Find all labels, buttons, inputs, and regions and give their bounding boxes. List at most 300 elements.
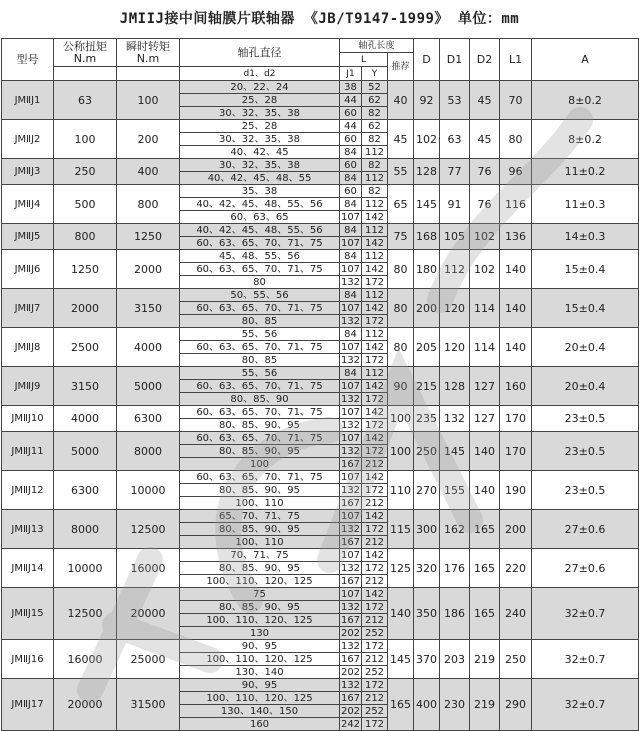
D1-cell: 155 xyxy=(440,471,470,510)
L1-cell: 240 xyxy=(500,588,532,640)
model-cell: JMⅡJ14 xyxy=(2,549,54,588)
A-cell: 15±0.4 xyxy=(532,250,639,289)
bore-diameter-cell: 60、63、65、70、71、75 xyxy=(180,237,340,250)
D2-cell: 165 xyxy=(470,549,500,588)
nominal-torque-cell: 5000 xyxy=(54,432,117,471)
j1-length-cell: 132 xyxy=(340,354,361,366)
bore-diameter-cell: 100、110、120、125 xyxy=(180,692,340,705)
j1-length-cell: 60 xyxy=(340,159,362,172)
nominal-torque-cell: 100 xyxy=(54,120,117,159)
y-length-cell: 252 xyxy=(362,666,388,679)
D2-cell: 165 xyxy=(470,510,500,549)
model-cell: JMⅡJ4 xyxy=(2,185,54,224)
D2-cell: 140 xyxy=(470,432,500,471)
recommend-cell: 75 xyxy=(388,224,414,250)
peak-torque-cell: 200 xyxy=(117,120,180,159)
header-Y: Y xyxy=(362,67,388,81)
recommend-cell: 40 xyxy=(388,81,414,120)
y-length-cell: 142 xyxy=(362,406,388,419)
recommend-cell: 55 xyxy=(388,159,414,185)
j1-length-cell: 167 xyxy=(340,653,361,665)
bore-diameter-cell: 65、70、71、75 xyxy=(180,510,340,523)
model-cell: JMⅡJ6 xyxy=(2,250,54,289)
j1-length-cell: 132 xyxy=(340,523,361,535)
header-A: A xyxy=(532,39,639,81)
nominal-torque-cell: 2000 xyxy=(54,289,117,328)
bore-diameter-cell: 35、38 xyxy=(180,185,340,198)
recommend-cell: 90 xyxy=(388,367,414,406)
j1-length-cell: 107 xyxy=(340,471,361,483)
j1-length-cell: 132 xyxy=(340,393,361,405)
y-length-cell: 172 xyxy=(362,718,388,731)
y-length-cell: 142 xyxy=(362,432,388,445)
y-length-cell: 172 xyxy=(362,601,388,614)
j1-length-cell: 242 xyxy=(340,718,361,730)
A-cell: 20±0.4 xyxy=(532,367,639,406)
j1-length-cell: 60 xyxy=(340,133,362,146)
D1-cell: 120 xyxy=(440,328,470,367)
table-row xyxy=(2,250,639,263)
j1-length-cell: 84 xyxy=(340,289,362,302)
D2-cell: 114 xyxy=(470,328,500,367)
bore-diameter-cell: 60、63、65、70、71、75 xyxy=(180,471,340,484)
D1-cell: 91 xyxy=(440,185,470,224)
peak-torque-cell: 8000 xyxy=(117,432,180,471)
y-length-cell: 82 xyxy=(362,107,388,120)
table-row xyxy=(2,432,639,445)
D-cell: 270 xyxy=(414,471,440,510)
header-bore-length: 轴孔长度 xyxy=(340,39,414,53)
y-length-cell: 172 xyxy=(362,640,388,653)
A-cell: 27±0.6 xyxy=(532,549,639,588)
D2-cell: 102 xyxy=(470,250,500,289)
table-row xyxy=(2,81,639,94)
peak-torque-cell: 31500 xyxy=(117,679,180,731)
D2-cell: 165 xyxy=(470,588,500,640)
nominal-torque-cell: 20000 xyxy=(54,679,117,731)
y-length-cell: 112 xyxy=(362,367,388,380)
D-cell: 370 xyxy=(414,640,440,679)
y-length-cell: 112 xyxy=(362,224,388,237)
j1-length-cell: 107 xyxy=(340,237,361,249)
y-length-cell: 172 xyxy=(362,393,388,406)
D2-cell: 76 xyxy=(470,185,500,224)
recommend-cell: 165 xyxy=(388,679,414,731)
y-length-cell: 142 xyxy=(362,588,388,601)
model-cell: JMⅡJ15 xyxy=(2,588,54,640)
model-cell: JMⅡJ16 xyxy=(2,640,54,679)
y-length-cell: 142 xyxy=(362,510,388,523)
L1-cell: 160 xyxy=(500,367,532,406)
bore-diameter-cell: 30、32、35、38 xyxy=(180,133,340,146)
D1-cell: 63 xyxy=(440,120,470,159)
A-cell: 32±0.7 xyxy=(532,640,639,679)
j1-length-cell: 132 xyxy=(340,445,361,457)
model-cell: JMⅡJ7 xyxy=(2,289,54,328)
D2-cell: 219 xyxy=(470,640,500,679)
y-length-cell: 62 xyxy=(362,120,388,133)
A-cell: 8±0.2 xyxy=(532,81,639,120)
A-cell: 32±0.7 xyxy=(532,588,639,640)
y-length-cell: 212 xyxy=(362,458,388,471)
j1-length-cell: 132 xyxy=(340,601,361,613)
peak-torque-cell: 400 xyxy=(117,159,180,185)
L1-cell: 80 xyxy=(500,120,532,159)
D-cell: 250 xyxy=(414,432,440,471)
D1-cell: 128 xyxy=(440,367,470,406)
L1-cell: 170 xyxy=(500,406,532,432)
y-length-cell: 172 xyxy=(362,354,388,367)
model-cell: JMⅡJ11 xyxy=(2,432,54,471)
bore-diameter-cell: 100、110 xyxy=(180,497,340,510)
D-cell: 350 xyxy=(414,588,440,640)
bore-diameter-cell: 45、48、55、56 xyxy=(180,250,340,263)
y-length-cell: 212 xyxy=(362,575,388,588)
L1-cell: 250 xyxy=(500,640,532,679)
table-row xyxy=(2,289,639,302)
y-length-cell: 252 xyxy=(362,627,388,640)
bore-diameter-cell: 20、22、24 xyxy=(180,81,340,94)
j1-length-cell: 167 xyxy=(340,575,361,587)
A-cell: 8±0.2 xyxy=(532,120,639,159)
y-length-cell: 112 xyxy=(362,250,388,263)
j1-length-cell: 107 xyxy=(340,380,361,392)
D-cell: 205 xyxy=(414,328,440,367)
j1-length-cell: 132 xyxy=(340,484,361,496)
table-row xyxy=(2,328,639,341)
recommend-cell: 80 xyxy=(388,250,414,289)
j1-length-cell: 167 xyxy=(340,458,361,470)
D2-cell: 76 xyxy=(470,159,500,185)
model-cell: JMⅡJ10 xyxy=(2,406,54,432)
j1-length-cell: 107 xyxy=(340,406,361,418)
bore-diameter-cell: 80、85、90、95 xyxy=(180,601,340,614)
D-cell: 102 xyxy=(414,120,440,159)
table-row xyxy=(2,224,639,237)
header-D2: D2 xyxy=(470,39,500,81)
peak-torque-cell: 6300 xyxy=(117,406,180,432)
bore-diameter-cell: 60、63、65 xyxy=(180,211,340,224)
model-cell: JMⅡJ12 xyxy=(2,471,54,510)
A-cell: 11±0.2 xyxy=(532,159,639,185)
j1-length-cell: 132 xyxy=(340,276,361,288)
D2-cell: 45 xyxy=(470,81,500,120)
bore-diameter-cell: 100、110 xyxy=(180,536,340,549)
bore-diameter-cell: 40、42、45、48、55、56 xyxy=(180,198,340,211)
bore-diameter-cell: 60、63、65、70、71、75 xyxy=(180,302,340,315)
D-cell: 215 xyxy=(414,367,440,406)
j1-length-cell: 44 xyxy=(340,94,362,107)
y-length-cell: 142 xyxy=(362,211,388,224)
L1-cell: 116 xyxy=(500,185,532,224)
j1-length-cell: 107 xyxy=(340,302,361,314)
L1-cell: 96 xyxy=(500,159,532,185)
D-cell: 400 xyxy=(414,679,440,731)
D1-cell: 230 xyxy=(440,679,470,731)
y-length-cell: 172 xyxy=(362,276,388,289)
table-row xyxy=(2,367,639,380)
model-cell: JMⅡJ5 xyxy=(2,224,54,250)
j1-length-cell: 107 xyxy=(340,510,361,522)
bore-diameter-cell: 80、85 xyxy=(180,315,340,328)
y-length-cell: 52 xyxy=(362,81,388,94)
D1-cell: 53 xyxy=(440,81,470,120)
recommend-cell: 145 xyxy=(388,640,414,679)
j1-length-cell: 202 xyxy=(340,627,361,639)
D2-cell: 127 xyxy=(470,367,500,406)
bore-diameter-cell: 40、42、45 xyxy=(180,146,340,159)
nominal-torque-cell: 3150 xyxy=(54,367,117,406)
nominal-torque-cell: 250 xyxy=(54,159,117,185)
bore-diameter-cell: 25、28 xyxy=(180,120,340,133)
bore-diameter-cell: 80、85、90、95 xyxy=(180,523,340,536)
j1-length-cell: 132 xyxy=(340,315,361,327)
D-cell: 92 xyxy=(414,81,440,120)
D2-cell: 114 xyxy=(470,289,500,328)
y-length-cell: 112 xyxy=(362,328,388,341)
peak-torque-cell: 10000 xyxy=(117,471,180,510)
D-cell: 145 xyxy=(414,185,440,224)
L1-cell: 190 xyxy=(500,471,532,510)
peak-torque-cell: 12500 xyxy=(117,510,180,549)
A-cell: 23±0.5 xyxy=(532,432,639,471)
nominal-torque-cell: 800 xyxy=(54,224,117,250)
y-length-cell: 142 xyxy=(362,549,388,562)
y-length-cell: 212 xyxy=(362,692,388,705)
bore-diameter-cell: 50、55、56 xyxy=(180,289,340,302)
D1-cell: 145 xyxy=(440,432,470,471)
peak-torque-cell: 1250 xyxy=(117,224,180,250)
L1-cell: 290 xyxy=(500,679,532,731)
A-cell: 23±0.5 xyxy=(532,406,639,432)
bore-diameter-cell: 80、85、90、95 xyxy=(180,484,340,497)
L1-cell: 170 xyxy=(500,432,532,471)
bore-diameter-cell: 80、85、90、95 xyxy=(180,419,340,432)
j1-length-cell: 60 xyxy=(340,107,362,120)
bore-diameter-cell: 60、63、65、70、71、75 xyxy=(180,263,340,276)
bore-diameter-cell: 40、42、45、48、55 xyxy=(180,172,340,185)
y-length-cell: 142 xyxy=(362,341,388,354)
y-length-cell: 172 xyxy=(362,315,388,328)
bore-diameter-cell: 55、56 xyxy=(180,328,340,341)
j1-length-cell: 167 xyxy=(340,692,361,704)
L1-cell: 70 xyxy=(500,81,532,120)
header-recommend: 推荐 xyxy=(388,53,414,81)
D-cell: 300 xyxy=(414,510,440,549)
j1-length-cell: 107 xyxy=(340,549,361,561)
peak-torque-cell: 25000 xyxy=(117,640,180,679)
D1-cell: 132 xyxy=(440,406,470,432)
bore-diameter-cell: 100 xyxy=(180,458,340,471)
D1-cell: 120 xyxy=(440,289,470,328)
y-length-cell: 172 xyxy=(362,523,388,536)
A-cell: 27±0.6 xyxy=(532,510,639,549)
D-cell: 180 xyxy=(414,250,440,289)
recommend-cell: 80 xyxy=(388,328,414,367)
L1-cell: 136 xyxy=(500,224,532,250)
j1-length-cell: 84 xyxy=(340,250,362,263)
j1-length-cell: 202 xyxy=(340,705,361,717)
bore-diameter-cell: 100、110、120、125 xyxy=(180,575,340,588)
y-length-cell: 172 xyxy=(362,484,388,497)
y-length-cell: 172 xyxy=(362,562,388,575)
A-cell: 32±0.7 xyxy=(532,679,639,731)
y-length-cell: 142 xyxy=(362,237,388,250)
bore-diameter-cell: 130、140、150 xyxy=(180,705,340,718)
A-cell: 15±0.4 xyxy=(532,289,639,328)
j1-length-cell: 84 xyxy=(340,172,362,185)
j1-length-cell: 84 xyxy=(340,328,362,341)
header-L: L xyxy=(340,53,388,67)
bore-diameter-cell: 80 xyxy=(180,276,340,289)
header-d: d1、d2 xyxy=(180,67,340,81)
recommend-cell: 140 xyxy=(388,588,414,640)
j1-length-cell: 38 xyxy=(340,81,362,94)
j1-length-cell: 167 xyxy=(340,614,361,626)
peak-torque-cell: 5000 xyxy=(117,367,180,406)
header-peak-torque: 瞬时转矩 N.m xyxy=(117,39,180,67)
nominal-torque-cell: 10000 xyxy=(54,549,117,588)
L1-cell: 140 xyxy=(500,250,532,289)
table-row xyxy=(2,510,639,523)
peak-torque-cell: 100 xyxy=(117,81,180,120)
model-cell: JMⅡJ8 xyxy=(2,328,54,367)
j1-length-cell: 107 xyxy=(340,432,361,444)
bore-diameter-cell: 80、85、90 xyxy=(180,393,340,406)
y-length-cell: 62 xyxy=(362,94,388,107)
nominal-torque-cell: 8000 xyxy=(54,510,117,549)
y-length-cell: 82 xyxy=(362,185,388,198)
y-length-cell: 112 xyxy=(362,172,388,185)
recommend-cell: 80 xyxy=(388,289,414,328)
A-cell: 23±0.5 xyxy=(532,471,639,510)
L1-cell: 220 xyxy=(500,549,532,588)
nominal-torque-cell: 2500 xyxy=(54,328,117,367)
y-length-cell: 212 xyxy=(362,653,388,666)
nominal-torque-cell: 1250 xyxy=(54,250,117,289)
y-length-cell: 252 xyxy=(362,705,388,718)
table-row xyxy=(2,640,639,653)
D1-cell: 105 xyxy=(440,224,470,250)
table-row xyxy=(2,588,639,601)
header-nominal-torque: 公称扭矩 N.m xyxy=(54,39,117,67)
nominal-torque-cell: 16000 xyxy=(54,640,117,679)
bore-diameter-cell: 90、95 xyxy=(180,679,340,692)
peak-torque-cell: 800 xyxy=(117,185,180,224)
y-length-cell: 212 xyxy=(362,497,388,510)
peak-torque-cell: 3150 xyxy=(117,289,180,328)
peak-torque-cell: 20000 xyxy=(117,588,180,640)
j1-length-cell: 84 xyxy=(340,224,362,237)
table-row xyxy=(2,159,639,172)
L1-cell: 140 xyxy=(500,289,532,328)
L1-cell: 140 xyxy=(500,328,532,367)
coupling-spec-table xyxy=(1,38,639,731)
bore-diameter-cell: 70、71、75 xyxy=(180,549,340,562)
model-cell: JMⅡJ9 xyxy=(2,367,54,406)
D1-cell: 176 xyxy=(440,549,470,588)
j1-length-cell: 167 xyxy=(340,536,361,548)
recommend-cell: 125 xyxy=(388,549,414,588)
j1-length-cell: 132 xyxy=(340,679,361,691)
j1-length-cell: 107 xyxy=(340,211,361,223)
bore-diameter-cell: 60、63、65、70、71、75 xyxy=(180,432,340,445)
j1-length-cell: 202 xyxy=(340,666,361,678)
nominal-torque-cell: 12500 xyxy=(54,588,117,640)
D1-cell: 203 xyxy=(440,640,470,679)
y-length-cell: 212 xyxy=(362,614,388,627)
header-bore-diameter: 轴孔直径 xyxy=(180,39,340,67)
D-cell: 168 xyxy=(414,224,440,250)
recommend-cell: 100 xyxy=(388,432,414,471)
bore-diameter-cell: 100、110、120、125 xyxy=(180,653,340,666)
model-cell: JMⅡJ3 xyxy=(2,159,54,185)
y-length-cell: 142 xyxy=(362,471,388,484)
y-length-cell: 172 xyxy=(362,679,388,692)
header-D1: D1 xyxy=(440,39,470,81)
recommend-cell: 115 xyxy=(388,510,414,549)
D1-cell: 77 xyxy=(440,159,470,185)
bore-diameter-cell: 130 xyxy=(180,627,340,640)
j1-length-cell: 167 xyxy=(340,497,361,509)
table-row xyxy=(2,406,639,419)
nominal-torque-cell: 4000 xyxy=(54,406,117,432)
table-row xyxy=(2,185,639,198)
header-J1: J1 xyxy=(340,67,362,81)
j1-length-cell: 84 xyxy=(340,146,362,159)
bore-diameter-cell: 80、85、90、95 xyxy=(180,445,340,458)
bore-diameter-cell: 60、63、65、70、71、75 xyxy=(180,341,340,354)
table-body xyxy=(2,81,639,731)
j1-length-cell: 132 xyxy=(340,562,361,574)
D2-cell: 45 xyxy=(470,120,500,159)
peak-torque-cell: 4000 xyxy=(117,328,180,367)
table-row xyxy=(2,679,639,692)
recommend-cell: 65 xyxy=(388,185,414,224)
A-cell: 20±0.4 xyxy=(532,328,639,367)
y-length-cell: 142 xyxy=(362,380,388,393)
j1-length-cell: 132 xyxy=(340,419,361,431)
y-length-cell: 82 xyxy=(362,159,388,172)
table-row xyxy=(2,471,639,484)
y-length-cell: 142 xyxy=(362,302,388,315)
y-length-cell: 82 xyxy=(362,133,388,146)
D2-cell: 140 xyxy=(470,471,500,510)
model-cell: JMⅡJ1 xyxy=(2,81,54,120)
recommend-cell: 100 xyxy=(388,406,414,432)
peak-torque-cell: 2000 xyxy=(117,250,180,289)
bore-diameter-cell: 80、85 xyxy=(180,354,340,367)
D2-cell: 219 xyxy=(470,679,500,731)
D-cell: 320 xyxy=(414,549,440,588)
D-cell: 200 xyxy=(414,289,440,328)
j1-length-cell: 60 xyxy=(340,185,362,198)
j1-length-cell: 84 xyxy=(340,367,362,380)
peak-torque-cell: 16000 xyxy=(117,549,180,588)
bore-diameter-cell: 130、140 xyxy=(180,666,340,679)
bore-diameter-cell: 30、32、35、38 xyxy=(180,159,340,172)
j1-length-cell: 107 xyxy=(340,341,361,353)
header-model: 型号 xyxy=(2,39,54,81)
y-length-cell: 112 xyxy=(362,198,388,211)
D-cell: 128 xyxy=(414,159,440,185)
y-length-cell: 212 xyxy=(362,536,388,549)
y-length-cell: 172 xyxy=(362,445,388,458)
bore-diameter-cell: 160 xyxy=(180,718,340,731)
D2-cell: 102 xyxy=(470,224,500,250)
y-length-cell: 112 xyxy=(362,146,388,159)
model-cell: JMⅡJ17 xyxy=(2,679,54,731)
